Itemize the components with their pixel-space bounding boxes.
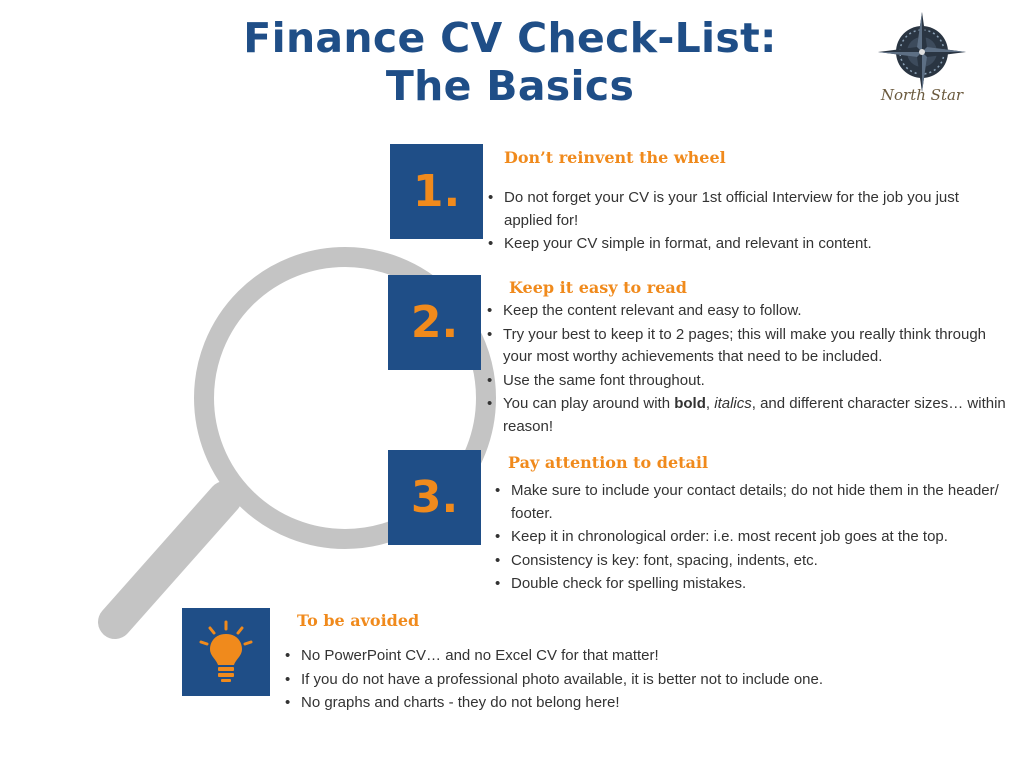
list-item — [487, 393, 1012, 438]
page-title-line2: The Basics — [385, 62, 635, 110]
list-item: • If you do not have a professional photo available, it is better not to include one. — [285, 669, 885, 692]
step-1-number: 1. — [412, 166, 461, 217]
step-3-bullet-list — [495, 480, 1020, 597]
list-item: • Keep your CV simple in format, and relevant in content. — [488, 233, 988, 256]
lightbulb-icon — [198, 620, 254, 684]
avoid-heading: To be avoided — [297, 611, 420, 630]
step-3-heading: Pay attention to detail — [508, 453, 709, 472]
list-item: • Double check for spelling mistakes. — [495, 573, 1020, 596]
page-title — [200, 14, 820, 110]
format-separator: , — [705, 395, 715, 412]
step-3-number-box — [388, 450, 481, 545]
step-2-number: 2. — [410, 297, 459, 348]
list-item: • No PowerPoint CV… and no Excel CV for that matter! — [285, 645, 885, 668]
step-1-number-box — [390, 144, 483, 239]
step-3-number: 3. — [410, 472, 459, 523]
list-item: • Try your best to keep it to 2 pages; this will make you really think through your most worthy achievements that need to be included. — [487, 324, 1012, 369]
step-2-bullet-list — [487, 300, 1012, 439]
avoid-bullet-list — [285, 645, 885, 716]
step-2-heading: Keep it easy to read — [509, 278, 687, 297]
format-bold-word: bold — [674, 395, 706, 412]
list-item: • Keep it in chronological order: i.e. most recent job goes at the top. — [495, 526, 1020, 549]
step-2-number-box — [388, 275, 481, 370]
page-title-line1: Finance CV Check-List: — [243, 14, 777, 62]
step-1-bullet-list — [488, 187, 988, 257]
format-italic-word: italics — [714, 395, 752, 412]
step-1-heading: Don’t reinvent the wheel — [504, 148, 726, 167]
list-item: • Keep the content relevant and easy to follow. — [487, 300, 1012, 323]
list-item: • Consistency is key: font, spacing, indents, etc. — [495, 550, 1020, 573]
list-item: • Use the same font throughout. — [487, 370, 1012, 393]
list-item: • No graphs and charts - they do not belong here! — [285, 692, 885, 715]
avoid-icon-box — [182, 608, 270, 696]
logo-text: North Star — [880, 86, 964, 104]
list-item: • Make sure to include your contact details; do not hide them in the header/ footer. — [495, 480, 1020, 525]
format-prefix: You can play around with — [503, 395, 675, 412]
format-suffix: , and different character sizes… within reason! — [503, 395, 1006, 435]
list-item: • Do not forget your CV is your 1st official Interview for the job you just applied for! — [488, 187, 988, 232]
